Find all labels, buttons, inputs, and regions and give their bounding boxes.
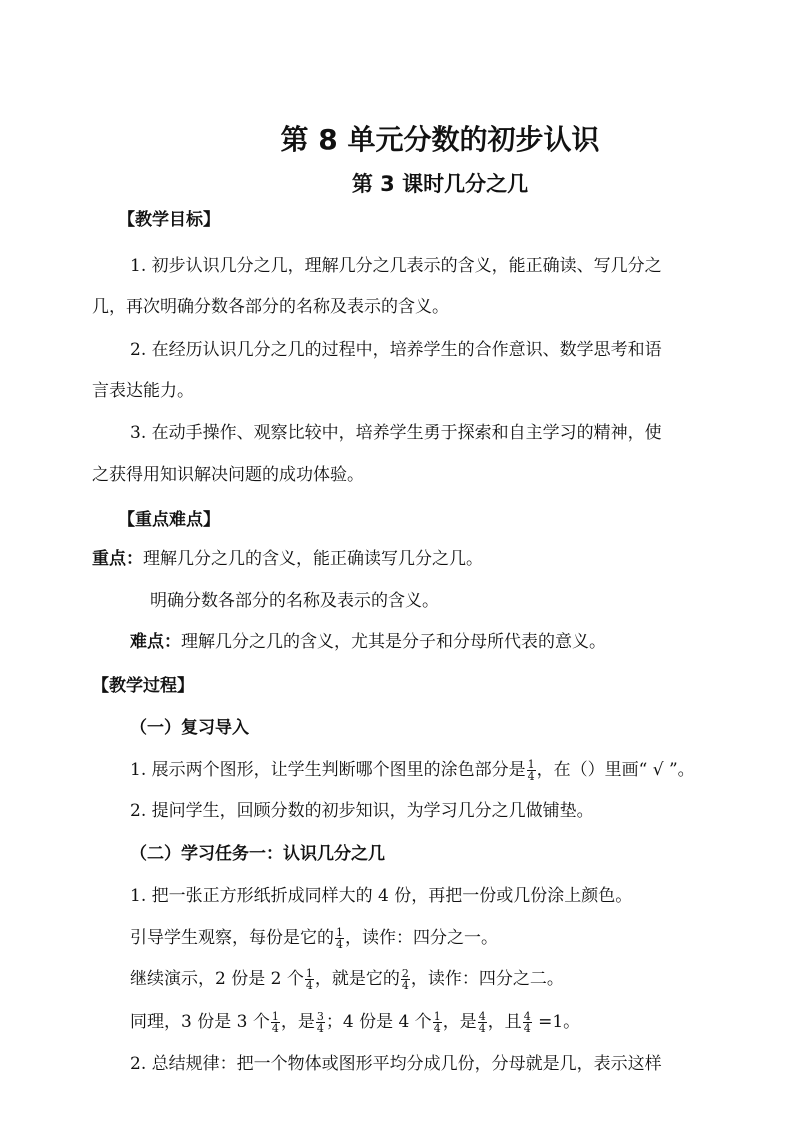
text-segment: ，在（）里画“ √ ”。 — [536, 760, 695, 780]
section-2-para-5: 2. 总结规律：把一个物体或图形平均分成几份，分母就是几，表示这样 — [130, 1054, 662, 1074]
section-2-heading: （二）学习任务一：认识几分之几 — [130, 844, 385, 864]
denominator: 4 — [336, 938, 343, 951]
fraction-one-quarter — [433, 1011, 442, 1034]
denominator: 4 — [527, 770, 535, 783]
section-2-para-2 — [130, 924, 498, 952]
denominator: 4 — [401, 979, 409, 992]
denominator: 4 — [271, 1022, 279, 1035]
keypoints-heading: 【重点难点】 — [118, 510, 220, 530]
text-segment: ，是 — [280, 1012, 315, 1032]
section-1-para-2: 2. 提问学生，回顾分数的初步知识，为学习几分之几做铺垫。 — [130, 801, 594, 821]
key-point-label: 重点： — [92, 549, 143, 569]
goal-2-line-a: 2. 在经历认识几分之几的过程中，培养学生的合作意识、数学思考和语 — [130, 340, 662, 360]
numerator: 3 — [316, 1010, 324, 1023]
fraction-four-quarters — [478, 1011, 487, 1034]
key-point-line-2: 明确分数各部分的名称及表示的含义。 — [150, 591, 439, 611]
key-point-text: 理解几分之几的含义，能正确读写几分之几。 — [143, 549, 483, 569]
denominator: 4 — [523, 1022, 531, 1035]
text-segment: 同理，3 份是 3 个 — [130, 1012, 270, 1032]
fraction-three-quarters — [316, 1011, 325, 1034]
text-segment: ；4 份是 4 个 — [325, 1012, 432, 1032]
section-2-para-3 — [130, 965, 564, 993]
fraction-one-quarter — [305, 968, 314, 991]
fraction-one-quarter — [335, 927, 344, 950]
page-title: 第 8 单元分数的初步认识 — [280, 123, 600, 156]
text-segment: =1。 — [532, 1012, 581, 1032]
section-2-para-4 — [130, 1008, 580, 1036]
numerator: 1 — [336, 926, 343, 939]
numerator: 2 — [401, 967, 409, 980]
process-heading: 【教学过程】 — [92, 676, 194, 696]
difficulty-label: 难点： — [130, 632, 181, 652]
section-2-para-1: 1. 把一张正方形纸折成同样大的 4 份，再把一份或几份涂上颜色。 — [130, 886, 633, 906]
goal-1-line-a: 1. 初步认识几分之几，理解几分之几表示的含义，能正确读、写几分之 — [130, 256, 662, 276]
fraction-one-quarter — [527, 759, 536, 782]
numerator: 1 — [527, 758, 535, 771]
difficulty-text: 理解几分之几的含义，尤其是分子和分母所代表的意义。 — [181, 632, 606, 652]
fraction-two-quarters — [401, 968, 410, 991]
text-segment: ，且 — [487, 1012, 522, 1032]
text-segment: ，是 — [442, 1012, 477, 1032]
denominator: 4 — [305, 979, 313, 992]
denominator: 4 — [316, 1022, 324, 1035]
goal-3-line-a: 3. 在动手操作、观察比较中，培养学生勇于探索和自主学习的精神，使 — [130, 423, 662, 443]
text-segment: 引导学生观察，每份是它的 — [130, 928, 334, 948]
numerator: 1 — [433, 1010, 441, 1023]
numerator: 4 — [478, 1010, 486, 1023]
section-1-para-1 — [130, 756, 695, 784]
text-segment: 1. 展示两个图形，让学生判断哪个图里的涂色部分是 — [130, 760, 526, 780]
denominator: 4 — [478, 1022, 486, 1035]
goal-2-line-b: 言表达能力。 — [92, 381, 194, 401]
key-point-line — [92, 545, 483, 573]
numerator: 1 — [305, 967, 313, 980]
numerator: 4 — [523, 1010, 531, 1023]
text-segment: ，读作：四分之一。 — [345, 928, 498, 948]
denominator: 4 — [433, 1022, 441, 1035]
fraction-one-quarter — [271, 1011, 280, 1034]
goals-heading: 【教学目标】 — [118, 210, 220, 230]
page-subtitle: 第 3 课时几分之几 — [351, 172, 529, 196]
text-segment: ，就是它的 — [314, 969, 400, 989]
goal-3-line-b: 之获得用知识解决问题的成功体验。 — [92, 465, 364, 485]
numerator: 1 — [271, 1010, 279, 1023]
section-1-heading: （一）复习导入 — [130, 718, 249, 738]
difficulty-line — [130, 628, 606, 656]
goal-1-line-b: 几，再次明确分数各部分的名称及表示的含义。 — [92, 297, 449, 317]
text-segment: 继续演示，2 份是 2 个 — [130, 969, 304, 989]
text-segment: ，读作：四分之二。 — [410, 969, 564, 989]
fraction-four-quarters — [523, 1011, 532, 1034]
